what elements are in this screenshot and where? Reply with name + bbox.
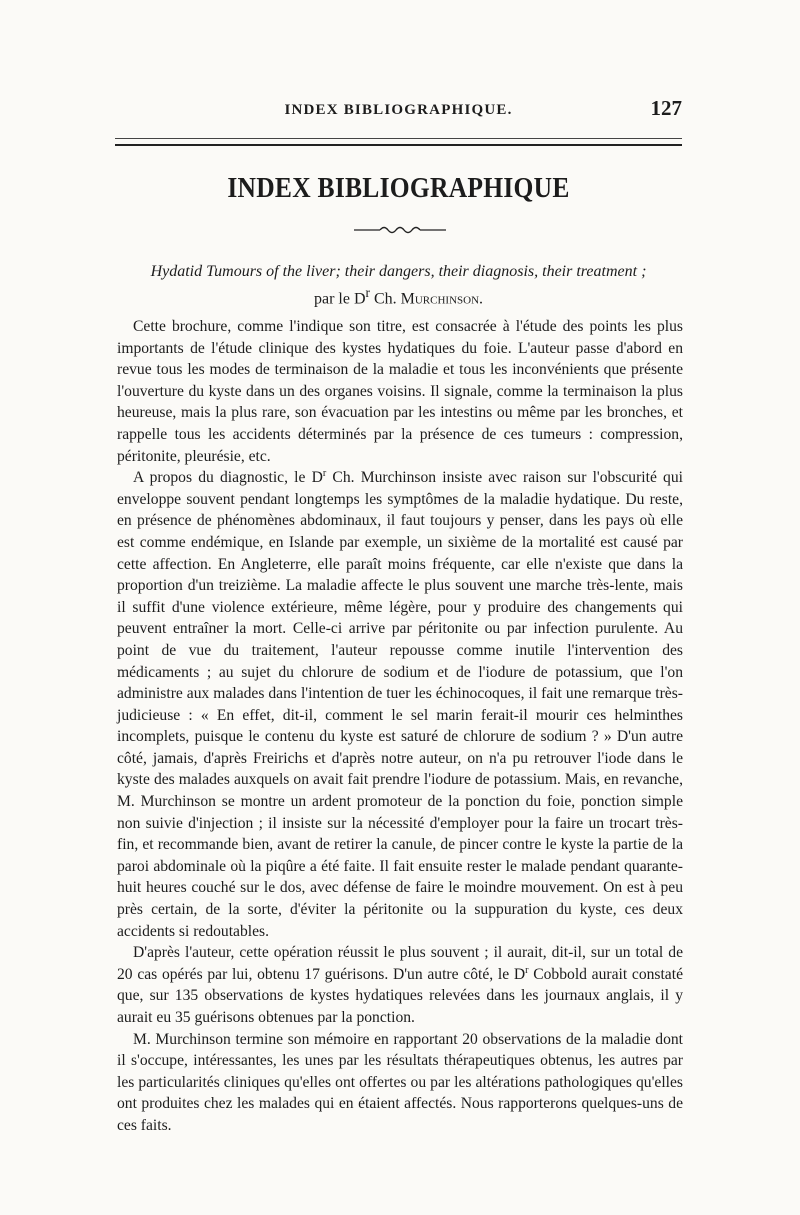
text-run: Cobbold aurait constaté que, sur 135 observations de kystes hydatiques relevées dans les journaux anglais, il y aurait eu 35 guérisons obtenues par la ponction. (117, 965, 683, 1026)
reference-author (115, 285, 682, 308)
text-run: M. Murchinson termine son mémoire en rapportant 20 observations de la maladie dont il s'occupe, intéressantes, les unes par les résultats thérapeutiques obtenus, les autres par les particularités cliniques qu'elles ont offertes ou par les altérations pathologiques qu'elles ont produites chez les malades qui en étaient affectés. Nous rapporterons quelques-uns de ces faits. (117, 1030, 683, 1134)
section-title: INDEX BIBLIOGRAPHIQUE (227, 172, 570, 204)
header-rule-thick (115, 144, 682, 146)
running-title: INDEX BIBLIOGRAPHIQUE. (284, 102, 513, 118)
ornament-divider (350, 224, 450, 234)
author-name: Ch. (369, 290, 401, 308)
author-end: . (479, 290, 484, 308)
author-surname: Murchinson (400, 290, 480, 308)
superscript: r (322, 467, 327, 479)
text-run: Cette brochure, comme l'indique son titre, est consacrée à l'étude des points les plus importants de l'étude clinique des kystes hydatiques du foie. L'auteur passe d'abord en revue tous les modes de terminaison de la maladie et tous les inconvénients que présente l'ouverture du kyste dans un des organes voisins. Il signale, comme la terminaison la plus heureuse, mais la plus rare, son évacuation par les intestins ou même par les bronches, et rappelle tous les accidents déterminés par la présence de ces tumeurs : compression, péritonite, pleurésie, etc. (117, 318, 683, 465)
body-text (117, 316, 683, 1137)
running-head (115, 96, 682, 126)
paragraph (117, 1029, 683, 1137)
header-rule-thin (115, 138, 682, 139)
text-run: D'après l'auteur, cette opération réussit le plus souvent ; il aurait, dit-il, sur un total de 20 cas opérés par lui, obtenu 17 guérisons. D'un autre côté, le D (117, 944, 683, 983)
text-run: Ch. Murchinson insiste avec raison sur l'obscurité qui enveloppe souvent pendant longtemps les symptômes de la maladie hydatique. Du reste, en présence de phénomènes abdominaux, il faut toujours y penser, dans les pays où elle est comme endémique, en Islande par exemple, un sixième de la mortalité est causé par cette affection. En Angleterre, elle paraît moins fréquente, car elle n'existe que dans la proportion d'un treizième. La maladie affecte le plus souvent une marche très-lente, mais il suffit d'une violence extérieure, même légère, pour y produire des changements qui peuvent entraîner la mort. Celle-ci arrive par péritonite ou par infection purulente. Au point de vue du traitement, l'auteur repousse comme inutile l'intervention des médicaments ; au sujet du chlorure de sodium et de l'iodure de potassium, que l'on administre aux malades dans l'intention de tuer les échinocoques, il fait une remarque très-judicieuse : « En effet, dit-il, comment le sel marin ferait-il mourir ces helminthes incomplets, puisque le contenu du kyste est saturé de chlorure de sodium ? » D'un autre côté, jamais, d'après Freirichs et d'après notre auteur, on n'a pu retrouver l'iode dans le kyste des malades auxquels on avait fait prendre l'iodure de potassium. Mais, en revanche, M. Murchinson se montre un ardent promoteur de la ponction du foie, ponction simple non suivie d'injection ; il insiste sur la nécessité d'employer pour la faire un trocart très-fin, et recommande bien, avant de retirer la canule, de pincer contre le kyste la partie de la paroi abdominale où la piqûre a été faite. Il fait ensuite rester le malade pendant quarante-huit heures couché sur le dos, avec défense de faire le moindre mouvement. On est à peu près certain, de la sorte, d'éviter la péritonite ou la suppuration du kyste, ces deux accidents si redoutables. (117, 469, 683, 940)
author-prefix: par le D (313, 290, 366, 308)
paragraph (117, 316, 683, 467)
superscript: r (525, 964, 529, 976)
paragraph (117, 942, 683, 1028)
author-prefix-sup: r (365, 285, 370, 300)
paragraph (117, 467, 683, 942)
text-run: A propos du diagnostic, le D (133, 469, 323, 487)
page-number: 127 (650, 96, 682, 120)
reference-title: Hydatid Tumours of the liver; their dangers, their diagnosis, their treatment ; (150, 263, 647, 280)
